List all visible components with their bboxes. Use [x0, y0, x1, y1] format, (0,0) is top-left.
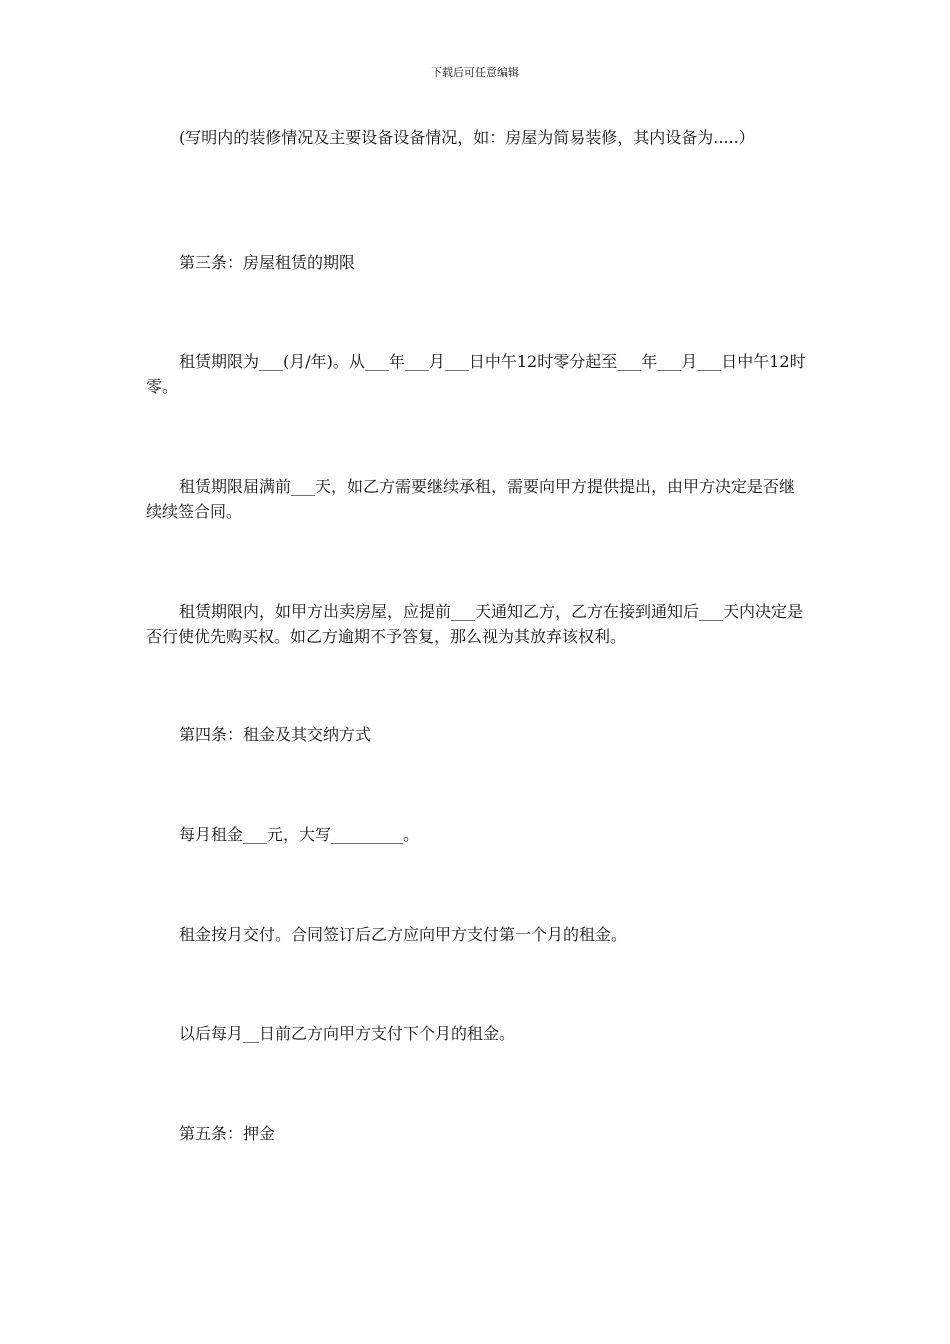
paragraph-monthly-rent: 每月租金___元，大写_________。 [179, 825, 420, 844]
paragraph-rent-schedule: 以后每月__日前乙方向甲方支付下个月的租金。 [179, 1024, 516, 1043]
heading-article-3: 第三条：房屋租赁的期限 [179, 253, 356, 272]
page-header: 下载后可任意编辑 [431, 66, 519, 79]
paragraph-preemptive-right: 租赁期限内，如甲方出卖房屋，应提前___天通知乙方，乙方在接到通知后___天内决定是否行使优先购买权。如乙方逾期不予答复，那么视为其放弃该权利。 [146, 602, 804, 646]
paragraph-decoration-note: (写明内的装修情况及主要设备设备情况，如：房屋为简易装修，其内设备为.....） [179, 128, 755, 147]
paragraph-renewal: 租赁期限届满前___天，如乙方需要继续承租，需要向甲方提供提出，由甲方决定是否继续续签合同。 [146, 477, 796, 521]
heading-article-5: 第五条：押金 [179, 1124, 276, 1143]
paragraph-lease-term: 租赁期限为___(月/年)。从___年___月___日中午12时零分起至___年___月___日中午12时零。 [146, 352, 806, 396]
paragraph-rent-payment: 租金按月交付。合同签订后乙方应向甲方支付第一个月的租金。 [179, 925, 628, 944]
heading-article-4: 第四条：租金及其交纳方式 [179, 725, 372, 744]
